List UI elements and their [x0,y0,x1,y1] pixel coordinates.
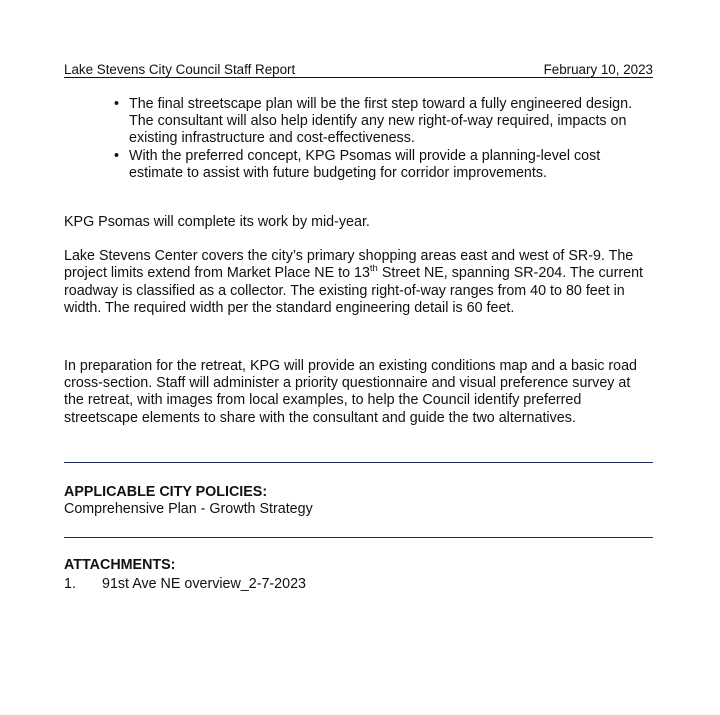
attachment-number: 1. [64,576,76,592]
list-item [112,96,652,148]
bullet-icon: • [114,96,120,112]
ordinal-suffix: th [369,262,378,274]
bullet-list [112,96,652,182]
header-report-title: Lake Stevens City Council Staff Report [64,62,296,77]
paragraph-retreat-preparation: In preparation for the retreat, KPG will provide an existing conditions map and a basic road cross-section. Staff will administer a priority questionnaire and visual preference survey at the retreat, with images from local examples, to help the Council identify preferred streetscape elements to share with the consultant and guide the two alternatives. [64,358,637,426]
bullet-icon: • [114,147,120,164]
attachment-item [64,576,306,593]
paragraph-text-end: Street NE, spanning SR-204. The current roadway is classified as a collector. The existing right-of-way ranges from 40 to 80 feet in width. The required width per the standard engineering detail is 60 feet. [64,265,644,317]
header-date: February 10, 2023 [543,62,653,77]
paragraph-completion: KPG Psomas will complete its work by mid-year. [64,214,370,230]
bullet-text: The final streetscape plan will be the first step toward a fully engineered design. The consultant will also help identify any new right-of-way required, impacts on existing infrastructure and cost-effectiveness. [129,96,633,147]
paragraph-project-limits [64,248,654,318]
list-item [112,148,652,182]
attachment-label: 91st Ave NE overview_2-7-2023 [102,576,306,592]
paragraph-text-start: Lake Stevens Center covers the city’s primary shopping areas east and west of SR-9. The project limits extend from Market Place NE to 13 [64,248,634,282]
bullet-text: With the preferred concept, KPG Psomas will provide a planning-level cost estimate to assist with future budgeting for corridor improvements. [129,147,601,181]
page-header [64,62,653,78]
policies-heading: APPLICABLE CITY POLICIES: [64,484,268,500]
section-divider [64,537,653,538]
section-divider [64,462,653,463]
policies-text: Comprehensive Plan - Growth Strategy [64,501,313,517]
attachments-heading: ATTACHMENTS: [64,557,176,573]
